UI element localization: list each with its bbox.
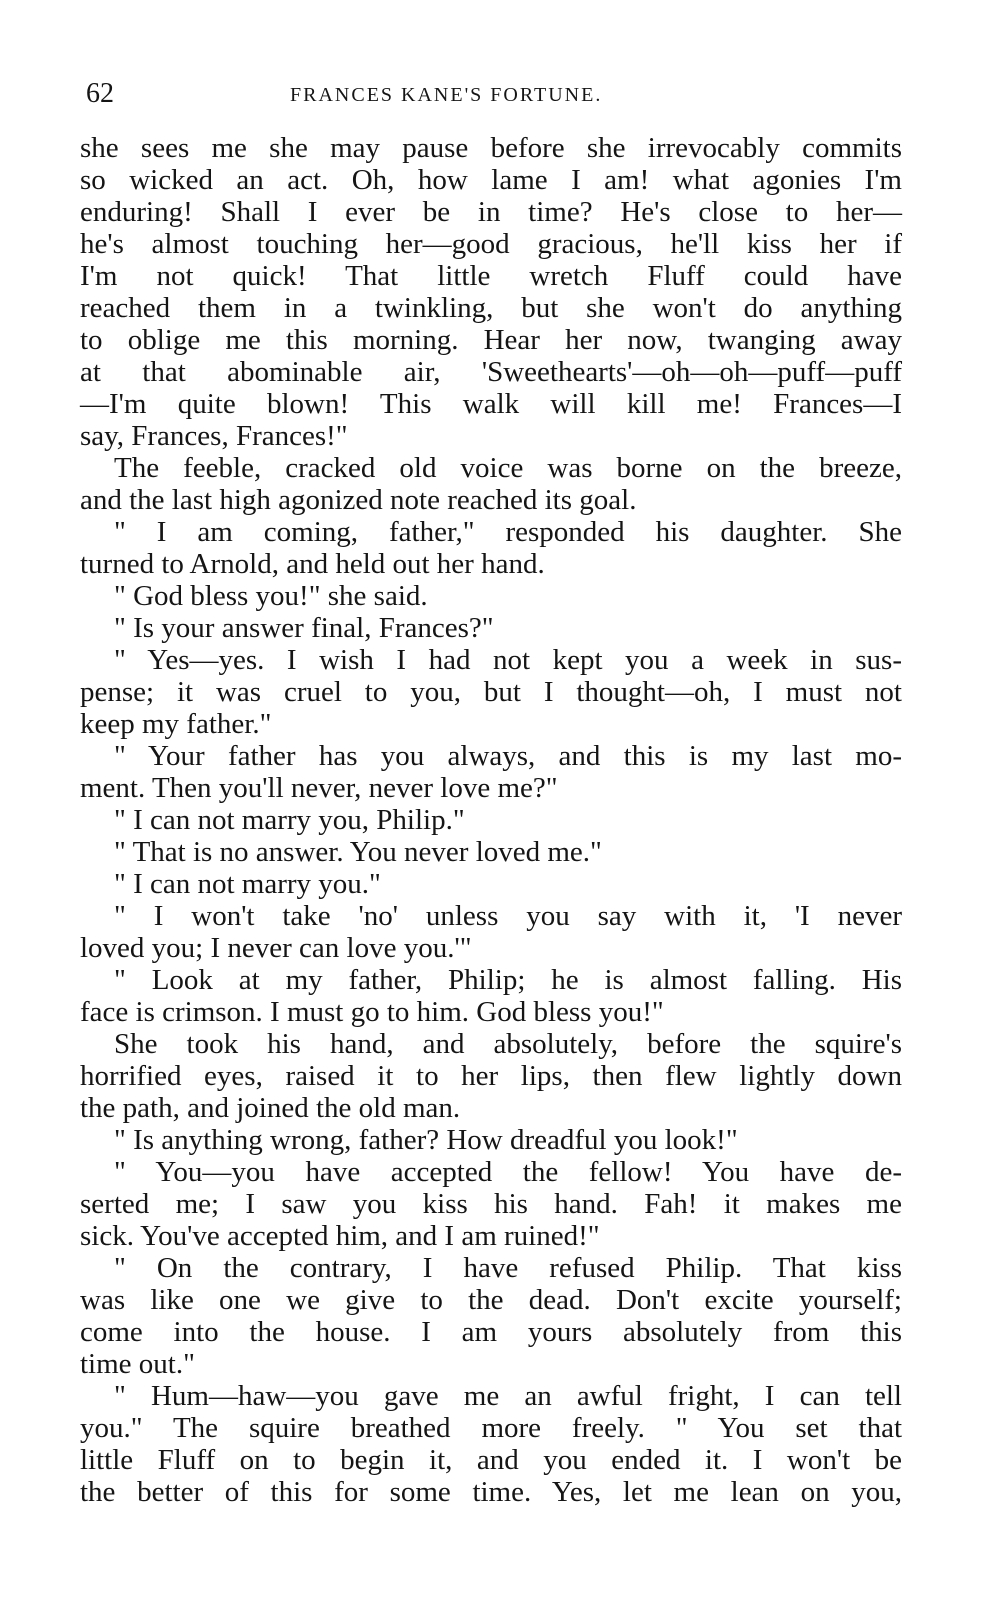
text-line: keep my father." [80,708,272,740]
body-text [80,132,902,1508]
text-line: was like one we give to the dead. Don't excite yourself; [80,1284,902,1316]
text-line: pense; it was cruel to you, but I thought—oh, I must not [80,676,902,708]
text-line: " On the contrary, I have refused Philip. That kiss [114,1252,902,1284]
running-title: FRANCES KANE'S FORTUNE. [290,84,603,106]
text-line: at that abominable air, 'Sweethearts'—oh—oh—puff—puff [80,356,902,388]
page-number: 62 [86,78,114,109]
text-line: sick. You've accepted him, and I am ruined!" [80,1220,600,1252]
text-line: " Hum—haw—you gave me an awful fright, I can tell [114,1380,902,1412]
text-line: ment. Then you'll never, never love me?" [80,772,558,804]
text-line: " You—you have accepted the fellow! You have de- [114,1156,902,1188]
text-line: loved you; I never can love you.'" [80,932,472,964]
text-line: face is crimson. I must go to him. God bless you!" [80,996,664,1028]
text-line: I'm not quick! That little wretch Fluff could have [80,260,902,292]
text-line: little Fluff on to begin it, and you ended it. I won't be [80,1444,902,1476]
text-line: She took his hand, and absolutely, before the squire's [114,1028,902,1060]
text-line: —I'm quite blown! This walk will kill me! Frances—I [80,388,902,420]
text-line: " I am coming, father," responded his daughter. She [114,516,902,548]
text-line: " That is no answer. You never loved me." [114,836,602,868]
text-line: " Yes—yes. I wish I had not kept you a week in sus- [114,644,902,676]
text-line: the better of this for some time. Yes, let me lean on you, [80,1476,902,1508]
text-line: " Your father has you always, and this is my last mo- [114,740,902,772]
text-line: " I can not marry you." [114,868,381,900]
text-line: " Is your answer final, Frances?" [114,612,494,644]
text-line: " I can not marry you, Philip." [114,804,465,836]
text-line: " God bless you!" she said. [114,580,428,612]
text-line: turned to Arnold, and held out her hand. [80,548,545,580]
text-line: and the last high agonized note reached its goal. [80,484,637,516]
text-line: serted me; I saw you kiss his hand. Fah! it makes me [80,1188,902,1220]
text-line: the path, and joined the old man. [80,1092,461,1124]
text-line: you." The squire breathed more freely. " You set that [80,1412,902,1444]
text-line: " Is anything wrong, father? How dreadful you look!" [114,1124,738,1156]
text-line: horrified eyes, raised it to her lips, then flew lightly down [80,1060,902,1092]
text-line: enduring! Shall I ever be in time? He's close to her— [80,196,902,228]
text-line: say, Frances, Frances!" [80,420,348,452]
text-line: he's almost touching her—good gracious, he'll kiss her if [80,228,902,260]
text-line: reached them in a twinkling, but she won't do anything [80,292,902,324]
text-line: The feeble, cracked old voice was borne on the breeze, [114,452,902,484]
text-line: so wicked an act. Oh, how lame I am! what agonies I'm [80,164,902,196]
text-line: " Look at my father, Philip; he is almost falling. His [114,964,902,996]
page-header [80,78,902,112]
text-line: time out." [80,1348,195,1380]
text-line: come into the house. I am yours absolutely from this [80,1316,902,1348]
text-line: she sees me she may pause before she irrevocably commits [80,132,902,164]
text-line: to oblige me this morning. Hear her now, twanging away [80,324,902,356]
text-line: " I won't take 'no' unless you say with it, 'I never [114,900,902,932]
